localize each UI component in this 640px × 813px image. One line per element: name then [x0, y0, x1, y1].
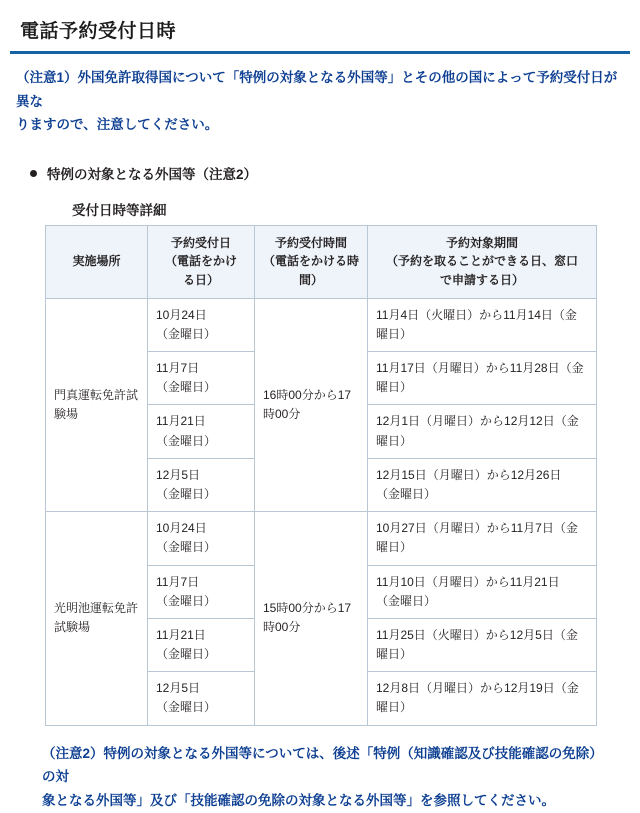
cell-period-1-0-line-1: 10月27日（月曜日）から11月7日（金: [376, 521, 578, 536]
cell-site-1-line-1: 光明池運転免許: [54, 601, 139, 616]
column-header-reservation-date-line-3: る日）: [182, 273, 219, 288]
cell-time-0: [255, 298, 368, 512]
cell-date-0-1-line-1: 11月7日: [156, 361, 200, 376]
cell-time-1-line-1: 15時00分から17: [263, 601, 352, 616]
cell-site-0-line-2: 験場: [54, 406, 79, 421]
page-title: 電話予約受付日時: [10, 8, 630, 54]
cell-period-1-0-line-2: 曜日）: [376, 540, 413, 555]
cell-site-0-line-1: 門真運転免許試: [54, 387, 139, 402]
cell-period-0-2-line-2: 曜日）: [376, 433, 413, 448]
cell-period-1-3-line-1: 12月8日（月曜日）から12月19日（金: [376, 681, 579, 696]
cell-date-1-1-line-2: （金曜日）: [156, 593, 217, 608]
cell-period-0-3-line-1: 12月15日（月曜日）から12月26日: [376, 467, 562, 482]
cell-period-0-1-line-1: 11月17日（月曜日）から11月28日（金: [376, 361, 584, 376]
schedule-table: [45, 225, 597, 726]
cell-period-1-1-line-2: （金曜日）: [376, 593, 437, 608]
notice-2: [42, 742, 616, 813]
cell-date-0-0: [148, 298, 255, 351]
cell-date-1-0-line-2: （金曜日）: [156, 540, 217, 555]
cell-date-1-2-line-2: （金曜日）: [156, 647, 217, 662]
cell-period-0-2-line-1: 12月1日（月曜日）から12月12日（金: [376, 414, 579, 429]
cell-date-1-3-line-2: （金曜日）: [156, 700, 217, 715]
cell-date-0-3: [148, 458, 255, 511]
cell-date-0-3-line-2: （金曜日）: [156, 486, 217, 501]
cell-period-0-0-line-1: 11月4日（火曜日）から11月14日（金: [376, 307, 577, 322]
bullet-item: [30, 163, 640, 183]
cell-site-1: [46, 512, 148, 726]
cell-period-0-0-line-2: 曜日）: [376, 326, 413, 341]
cell-period-1-3-line-2: 曜日）: [376, 700, 413, 715]
cell-period-1-2: [368, 618, 597, 671]
cell-period-0-1-line-2: 曜日）: [376, 380, 413, 395]
cell-date-1-1-line-1: 11月7日: [156, 574, 200, 589]
cell-period-1-2-line-2: 曜日）: [376, 647, 413, 662]
cell-time-1: [255, 512, 368, 726]
column-header-target-period-line-3: で申請する日）: [439, 273, 524, 288]
notice-1: [16, 66, 624, 137]
column-header-reservation-time: [255, 225, 368, 298]
cell-time-1-line-2: 時00分: [263, 620, 301, 635]
bullet-dot-icon: [30, 170, 37, 177]
table-row: [46, 512, 597, 565]
cell-period-1-3: [368, 672, 597, 725]
cell-date-1-2: [148, 618, 255, 671]
section-subtitle: 受付日時等詳細: [72, 202, 167, 218]
cell-period-0-2: [368, 405, 597, 458]
cell-time-0-line-2: 時00分: [263, 406, 301, 421]
column-header-reservation-date-line-2: （電話をかけ: [164, 254, 237, 269]
cell-site-1-line-2: 試験場: [54, 620, 91, 635]
cell-site-0: [46, 298, 148, 512]
table-row: [46, 298, 597, 351]
cell-date-1-0-line-1: 10月24日: [156, 521, 207, 536]
bullet-item-label: 特例の対象となる外国等（注意2）: [47, 166, 258, 182]
cell-date-0-1: [148, 352, 255, 405]
notice-2-line-1: （注意2）特例の対象となる外国等については、後述「特例（知識確認及び技能確認の免除）の対: [42, 745, 603, 785]
cell-period-0-0: [368, 298, 597, 351]
cell-date-1-3-line-1: 12月5日: [156, 681, 201, 696]
cell-date-1-3: [148, 672, 255, 725]
cell-date-0-0-line-2: （金曜日）: [156, 326, 217, 341]
cell-period-1-1: [368, 565, 597, 618]
cell-date-0-3-line-1: 12月5日: [156, 467, 201, 482]
column-header-site-line-1: 実施場所: [72, 254, 121, 269]
column-header-target-period: [368, 225, 597, 298]
cell-date-0-2-line-1: 11月21日: [156, 414, 206, 429]
column-header-reservation-time-line-3: 間）: [298, 273, 323, 288]
notice-1-line-1: （注意1）外国免許取得国について「特例の対象となる外国等」とその他の国によって予約受付日が異な: [16, 70, 618, 109]
cell-date-1-2-line-1: 11月21日: [156, 627, 206, 642]
column-header-target-period-line-1: 予約対象期間: [445, 235, 518, 250]
cell-date-0-0-line-1: 10月24日: [156, 307, 207, 322]
cell-period-0-3: [368, 458, 597, 511]
cell-period-1-0: [368, 512, 597, 565]
cell-date-0-2-line-2: （金曜日）: [156, 433, 217, 448]
notice-2-line-2: 象となる外国等」及び「技能確認の免除の対象となる外国等」を参照してください。: [42, 792, 555, 808]
cell-date-1-0: [148, 512, 255, 565]
column-header-reservation-time-line-2: （電話をかける時: [262, 254, 359, 269]
column-header-target-period-line-2: （予約を取ることができる日、窓口: [385, 254, 578, 269]
column-header-site: [46, 225, 148, 298]
cell-date-1-1: [148, 565, 255, 618]
cell-period-1-2-line-1: 11月25日（火曜日）から12月5日（金: [376, 627, 578, 642]
cell-period-0-1: [368, 352, 597, 405]
document-page: [0, 8, 640, 808]
cell-time-0-line-1: 16時00分から17: [263, 387, 352, 402]
column-header-reservation-date-line-1: 予約受付日: [170, 235, 231, 250]
cell-period-1-1-line-1: 11月10日（月曜日）から11月21日: [376, 574, 560, 589]
column-header-reservation-date: [148, 225, 255, 298]
cell-date-0-2: [148, 405, 255, 458]
column-header-reservation-time-line-1: 予約受付時間: [274, 235, 347, 250]
table-header-row: [46, 225, 597, 298]
notice-1-line-2: りますので、注意してください。: [16, 117, 219, 133]
cell-period-0-3-line-2: （金曜日）: [376, 486, 437, 501]
cell-date-0-1-line-2: （金曜日）: [156, 380, 217, 395]
